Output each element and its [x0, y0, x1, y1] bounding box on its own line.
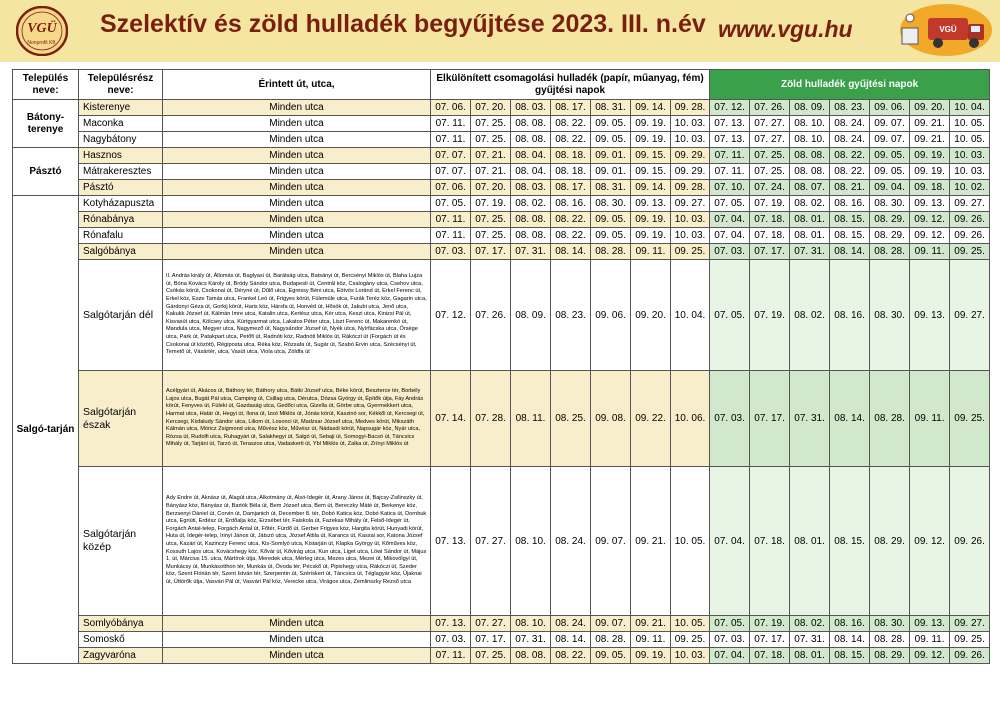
green-waste-date: 08. 30.: [870, 196, 910, 212]
street-list: Acélgyári út, Akácos út, Báthory tér, Báthory utca, Bátki József utca, Béke körút, Beszterce tér, Borbély Lajos utca, Bugát Pál utca, Camping út, Csillag utca, Dérutca, Dózsa György út, Építők útja, Fáy András körút, Fenyves út, Füleki út, Gazdaság utca, Gedőci utca, Gizella út, Görbe utca, Gyermekkert utca, Harmat utca, Határ út, Hegyi út, Ilona út, Izsó Miklós út, Jónás körút, Kaszinó sor, Kékkői út, Kercsegi út, Kercsegi, Kisfaludy Sándor utca, Liliom út, Losonci út, Madzsar József utca, Medves körút, Mikszáth Kálmán utca, Móricz Zsigmond utca, Művész köz, Művész út, Nádasdi körút, Napsugár köz, Nyár utca, Rózsa út, Rudolfi utca, Ruhagyári út, Salakhegyi út, Salgó út, Sebaji út, Somogyi-Bacsó út, Táncsics Mihály út, Tarjáni út, Tarzó út, Teraszos utca, Vadaskerti út, Ybl Miklós út, Zalka út, Zrínyi Miklós út: [163, 371, 431, 467]
green-waste-date: 09. 26.: [950, 212, 990, 228]
table-row: [13, 116, 990, 132]
green-waste-date: 07. 03.: [710, 371, 750, 467]
district-name: Kotyházapuszta: [79, 196, 163, 212]
packaging-date: 08. 18.: [551, 148, 591, 164]
green-waste-date: 07. 03.: [710, 632, 750, 648]
green-waste-date: 07. 18.: [750, 467, 790, 616]
table-row: [13, 148, 990, 164]
packaging-date: 07. 11.: [431, 132, 471, 148]
green-waste-date: 07. 27.: [750, 116, 790, 132]
green-waste-date: 09. 04.: [870, 180, 910, 196]
green-waste-date: 09. 21.: [910, 132, 950, 148]
table-row: [13, 244, 990, 260]
green-waste-date: 10. 04.: [950, 100, 990, 116]
green-waste-date: 09. 06.: [870, 100, 910, 116]
packaging-date: 07. 12.: [431, 260, 471, 371]
street-list: Ady Endre út, Aknász út, Alagút utca, Alkotmány út, Alsó-Idegér út, Arany János út, Bajcsy-Zsilinszky út, Bányász köz, Bányász út, Bartók Béla út, Bem József utca, Bem út, Bereczky Máté út, Berkenye köz, Berzsenyi Dániel út, Corvin út, Damjanich út, December 8. tér, Dobó Katica köz, Dobó Katica út, Dornbuk utca, Egriúti, Erdész út, Erdőalja köz, Erzsébet tér, Faiskola út, Fazekas Mihály út, Felső-Idegér út, Forgách Antal-telep, Forgách Antal út, Főtér, Fürdő út, Gerber Frigyes köz, Hargita körút, Hunyadi körút, Huta út, Idegér-telep, Irinyi János út, Játszó utca, József Attila út, Karancs út, Kassai sor, Katona József utca, Kazári út, Kazinczy Ferenc utca, Kis-Somlyó utca, Kistarján út, Klapka György út, Kőműves köz, Kossuth Lajos utca, Kovácshegy köz, Kővár út, Kővirág utca, Kun utca, Liget utca, Löwi Sándor út, Május 1. út, Március 15. utca, Mártírok útja, Meredek utca, Mérleg utca, Mezes utca, Mezei út, Mikovölgyi út, Munkácsy út, Munkásotthon tér, Munkás út, Óvoda tér, Pécskő út, Pipishegy utca, Rákóczi út, Szeder köz, Szent Flórián tér, Szent István tér, Szerpentin út, Szériskert út, Táncsics út, Téglagyár köz, Újaknai út, Úttörők útja, Vasvári Pál út, Vasvári Pál köz, Verecke utca, Virágos utca, Zemlinszky Rezső utca: [163, 467, 431, 616]
header-banner: [0, 0, 1000, 62]
green-waste-date: 09. 26.: [950, 228, 990, 244]
street-scope: Minden utca: [163, 616, 431, 632]
packaging-date: 07. 07.: [431, 164, 471, 180]
street-scope: Minden utca: [163, 648, 431, 664]
district-name: Rónabánya: [79, 212, 163, 228]
packaging-date: 07. 11.: [431, 228, 471, 244]
green-waste-date: 09. 26.: [950, 467, 990, 616]
packaging-date: 08. 04.: [511, 164, 551, 180]
green-waste-date: 09. 26.: [950, 648, 990, 664]
packaging-date: 08. 22.: [551, 648, 591, 664]
green-waste-date: 09. 13.: [910, 196, 950, 212]
green-waste-date: 09. 27.: [950, 196, 990, 212]
green-waste-date: 08. 15.: [830, 228, 870, 244]
packaging-date: 08. 23.: [551, 260, 591, 371]
green-waste-date: 08. 30.: [870, 616, 910, 632]
green-waste-date: 08. 16.: [830, 196, 870, 212]
green-waste-date: 09. 27.: [950, 260, 990, 371]
packaging-date: 08. 08.: [511, 212, 551, 228]
green-waste-date: 10. 05.: [950, 116, 990, 132]
packaging-date: 07. 25.: [471, 116, 511, 132]
packaging-date: 10. 03.: [671, 212, 710, 228]
green-waste-date: 07. 25.: [750, 164, 790, 180]
district-name: Hasznos: [79, 148, 163, 164]
packaging-date: 08. 22.: [551, 132, 591, 148]
green-waste-date: 07. 12.: [710, 100, 750, 116]
green-waste-date: 07. 17.: [750, 632, 790, 648]
packaging-date: 08. 22.: [551, 212, 591, 228]
green-waste-date: 08. 14.: [830, 371, 870, 467]
green-waste-date: 09. 19.: [910, 148, 950, 164]
district-name: Salgótarján dél: [79, 260, 163, 371]
packaging-date: 08. 08.: [511, 132, 551, 148]
green-waste-date: 08. 02.: [790, 616, 830, 632]
green-waste-date: 09. 12.: [910, 467, 950, 616]
packaging-date: 10. 03.: [671, 228, 710, 244]
packaging-date: 07. 14.: [431, 371, 471, 467]
district-name: Salgóbánya: [79, 244, 163, 260]
packaging-date: 07. 11.: [431, 116, 471, 132]
truck-label: VGÜ: [939, 25, 957, 34]
packaging-date: 08. 25.: [551, 371, 591, 467]
packaging-date: 09. 01.: [591, 164, 631, 180]
packaging-date: 09. 19.: [631, 116, 671, 132]
green-waste-date: 08. 02.: [790, 196, 830, 212]
header-green: Zöld hulladék gyűjtési napok: [710, 70, 990, 100]
green-waste-date: 08. 14.: [830, 632, 870, 648]
street-scope: Minden utca: [163, 212, 431, 228]
packaging-date: 09. 05.: [591, 648, 631, 664]
green-waste-date: 08. 29.: [870, 467, 910, 616]
street-scope: Minden utca: [163, 180, 431, 196]
district-name: Salgótarján közép: [79, 467, 163, 616]
packaging-date: 07. 03.: [431, 632, 471, 648]
packaging-date: 07. 06.: [431, 180, 471, 196]
green-waste-date: 08. 09.: [790, 100, 830, 116]
green-waste-date: 09. 07.: [870, 116, 910, 132]
vgu-logo: [16, 6, 68, 56]
district-name: Zagyvaróna: [79, 648, 163, 664]
town-name: Bátony-terenye: [13, 100, 79, 148]
street-scope: Minden utca: [163, 148, 431, 164]
green-waste-date: 07. 19.: [750, 196, 790, 212]
packaging-date: 09. 19.: [631, 228, 671, 244]
street-scope: Minden utca: [163, 228, 431, 244]
packaging-date: 09. 14.: [631, 100, 671, 116]
packaging-date: 08. 30.: [591, 196, 631, 212]
green-waste-date: 09. 20.: [910, 100, 950, 116]
green-waste-date: 08. 07.: [790, 180, 830, 196]
town-name: Salgó-tarján: [13, 196, 79, 664]
green-waste-date: 07. 24.: [750, 180, 790, 196]
green-waste-date: 09. 11.: [910, 371, 950, 467]
green-waste-date: 08. 01.: [790, 467, 830, 616]
packaging-date: 07. 25.: [471, 648, 511, 664]
packaging-date: 08. 18.: [551, 164, 591, 180]
packaging-date: 10. 06.: [671, 371, 710, 467]
green-waste-date: 07. 04.: [710, 212, 750, 228]
green-waste-date: 08. 01.: [790, 212, 830, 228]
packaging-date: 07. 11.: [431, 648, 471, 664]
packaging-date: 09. 28.: [671, 180, 710, 196]
packaging-date: 08. 17.: [551, 100, 591, 116]
green-waste-date: 08. 29.: [870, 228, 910, 244]
packaging-date: 07. 20.: [471, 100, 511, 116]
street-scope: Minden utca: [163, 244, 431, 260]
green-waste-date: 08. 08.: [790, 164, 830, 180]
packaging-date: 08. 31.: [591, 180, 631, 196]
packaging-date: 08. 08.: [511, 648, 551, 664]
green-waste-date: 09. 25.: [950, 244, 990, 260]
green-waste-date: 08. 15.: [830, 467, 870, 616]
green-waste-date: 08. 01.: [790, 228, 830, 244]
green-waste-date: 09. 11.: [910, 244, 950, 260]
green-waste-date: 08. 21.: [830, 180, 870, 196]
green-waste-date: 07. 31.: [790, 244, 830, 260]
garbage-truck-icon: [890, 4, 994, 60]
green-waste-date: 08. 23.: [830, 100, 870, 116]
packaging-date: 07. 26.: [471, 260, 511, 371]
packaging-date: 08. 14.: [551, 244, 591, 260]
green-waste-date: 07. 05.: [710, 196, 750, 212]
district-name: Nagybátony: [79, 132, 163, 148]
header-district: Településrész neve:: [79, 70, 163, 100]
packaging-date: 09. 14.: [631, 180, 671, 196]
packaging-date: 07. 25.: [471, 228, 511, 244]
green-waste-date: 07. 19.: [750, 616, 790, 632]
schedule-table: [12, 69, 990, 664]
packaging-date: 09. 27.: [671, 196, 710, 212]
green-waste-date: 07. 17.: [750, 244, 790, 260]
packaging-date: 07. 21.: [471, 164, 511, 180]
packaging-date: 09. 05.: [591, 116, 631, 132]
packaging-date: 09. 08.: [591, 371, 631, 467]
packaging-date: 07. 13.: [431, 467, 471, 616]
packaging-date: 09. 29.: [671, 164, 710, 180]
packaging-date: 07. 31.: [511, 244, 551, 260]
logo-text: VGÜ: [27, 21, 57, 36]
street-scope: Minden utca: [163, 632, 431, 648]
table-row: [13, 196, 990, 212]
packaging-date: 07. 03.: [431, 244, 471, 260]
green-waste-date: 07. 31.: [790, 632, 830, 648]
green-waste-date: 08. 28.: [870, 632, 910, 648]
header-town: Település neve:: [13, 70, 79, 100]
packaging-date: 07. 25.: [471, 212, 511, 228]
district-name: Somlyóbánya: [79, 616, 163, 632]
green-waste-date: 07. 31.: [790, 371, 830, 467]
packaging-date: 07. 13.: [431, 616, 471, 632]
green-waste-date: 07. 18.: [750, 648, 790, 664]
packaging-date: 08. 11.: [511, 371, 551, 467]
packaging-date: 08. 03.: [511, 180, 551, 196]
packaging-date: 08. 03.: [511, 100, 551, 116]
packaging-date: 08. 28.: [591, 244, 631, 260]
green-waste-date: 08. 10.: [790, 116, 830, 132]
packaging-date: 08. 31.: [591, 100, 631, 116]
packaging-date: 10. 03.: [671, 132, 710, 148]
green-waste-date: 08. 29.: [870, 648, 910, 664]
green-waste-date: 10. 03.: [950, 164, 990, 180]
packaging-date: 08. 22.: [551, 116, 591, 132]
packaging-date: 07. 07.: [431, 148, 471, 164]
packaging-date: 09. 01.: [591, 148, 631, 164]
packaging-date: 07. 11.: [431, 212, 471, 228]
district-name: Kisterenye: [79, 100, 163, 116]
green-waste-date: 08. 02.: [790, 260, 830, 371]
packaging-date: 07. 05.: [431, 196, 471, 212]
green-waste-date: 09. 07.: [870, 132, 910, 148]
green-waste-date: 07. 13.: [710, 116, 750, 132]
green-waste-date: 09. 05.: [870, 148, 910, 164]
green-waste-date: 08. 15.: [830, 212, 870, 228]
header-packaging: Elkülönített csomagolási hulladék (papír, műanyag, fém) gyűjtési napok: [431, 70, 710, 100]
green-waste-date: 09. 13.: [910, 616, 950, 632]
packaging-date: 08. 16.: [551, 196, 591, 212]
green-waste-date: 08. 08.: [790, 148, 830, 164]
green-waste-date: 08. 22.: [830, 148, 870, 164]
green-waste-date: 07. 05.: [710, 616, 750, 632]
packaging-date: 07. 27.: [471, 467, 511, 616]
packaging-date: 10. 03.: [671, 116, 710, 132]
green-waste-date: 07. 18.: [750, 228, 790, 244]
packaging-date: 09. 07.: [591, 616, 631, 632]
packaging-date: 08. 14.: [551, 632, 591, 648]
table-row: [13, 164, 990, 180]
green-waste-date: 07. 11.: [710, 164, 750, 180]
packaging-date: 09. 05.: [591, 132, 631, 148]
table-row: [13, 132, 990, 148]
packaging-date: 07. 20.: [471, 180, 511, 196]
green-waste-date: 07. 18.: [750, 212, 790, 228]
district-name: Pásztó: [79, 180, 163, 196]
green-waste-date: 09. 11.: [910, 632, 950, 648]
packaging-date: 10. 04.: [671, 260, 710, 371]
table-row: [13, 371, 990, 467]
packaging-date: 09. 28.: [671, 100, 710, 116]
green-waste-date: 08. 28.: [870, 244, 910, 260]
street-scope: Minden utca: [163, 196, 431, 212]
green-waste-date: 07. 10.: [710, 180, 750, 196]
packaging-date: 09. 11.: [631, 244, 671, 260]
street-scope: Minden utca: [163, 116, 431, 132]
green-waste-date: 08. 10.: [790, 132, 830, 148]
green-waste-date: 07. 27.: [750, 132, 790, 148]
packaging-date: 09. 20.: [631, 260, 671, 371]
green-waste-date: 09. 05.: [870, 164, 910, 180]
green-waste-date: 08. 30.: [870, 260, 910, 371]
packaging-date: 09. 07.: [591, 467, 631, 616]
packaging-date: 10. 05.: [671, 467, 710, 616]
green-waste-date: 07. 13.: [710, 132, 750, 148]
packaging-date: 09. 29.: [671, 148, 710, 164]
town-name: Pásztó: [13, 148, 79, 196]
packaging-date: 07. 19.: [471, 196, 511, 212]
packaging-date: 10. 05.: [671, 616, 710, 632]
packaging-date: 08. 28.: [591, 632, 631, 648]
packaging-date: 09. 06.: [591, 260, 631, 371]
green-waste-date: 09. 12.: [910, 228, 950, 244]
green-waste-date: 09. 19.: [910, 164, 950, 180]
packaging-date: 07. 27.: [471, 616, 511, 632]
green-waste-date: 08. 16.: [830, 616, 870, 632]
green-waste-date: 10. 05.: [950, 132, 990, 148]
green-waste-date: 07. 26.: [750, 100, 790, 116]
table-row: [13, 616, 990, 632]
packaging-date: 09. 22.: [631, 371, 671, 467]
packaging-date: 08. 04.: [511, 148, 551, 164]
packaging-date: 09. 21.: [631, 616, 671, 632]
table-row: [13, 212, 990, 228]
packaging-date: 08. 22.: [551, 228, 591, 244]
packaging-date: 08. 09.: [511, 260, 551, 371]
green-waste-date: 07. 04.: [710, 648, 750, 664]
packaging-date: 09. 19.: [631, 648, 671, 664]
green-waste-date: 09. 21.: [910, 116, 950, 132]
table-row: [13, 180, 990, 196]
packaging-date: 09. 05.: [591, 228, 631, 244]
table-row: [13, 648, 990, 664]
green-waste-date: 08. 14.: [830, 244, 870, 260]
packaging-date: 09. 21.: [631, 467, 671, 616]
packaging-date: 09. 15.: [631, 164, 671, 180]
green-waste-date: 07. 17.: [750, 371, 790, 467]
green-waste-date: 08. 22.: [830, 164, 870, 180]
packaging-date: 07. 25.: [471, 132, 511, 148]
green-waste-date: 07. 05.: [710, 260, 750, 371]
table-row: [13, 228, 990, 244]
packaging-date: 07. 31.: [511, 632, 551, 648]
packaging-date: 09. 19.: [631, 132, 671, 148]
green-waste-date: 07. 04.: [710, 467, 750, 616]
district-name: Mátrakeresztes: [79, 164, 163, 180]
green-waste-date: 07. 04.: [710, 228, 750, 244]
packaging-date: 09. 25.: [671, 632, 710, 648]
packaging-date: 07. 28.: [471, 371, 511, 467]
packaging-date: 08. 08.: [511, 116, 551, 132]
packaging-date: 09. 15.: [631, 148, 671, 164]
green-waste-date: 08. 28.: [870, 371, 910, 467]
packaging-date: 09. 13.: [631, 196, 671, 212]
district-name: Salgótarján észak: [79, 371, 163, 467]
green-waste-date: 09. 25.: [950, 632, 990, 648]
green-waste-date: 07. 11.: [710, 148, 750, 164]
website-link[interactable]: www.vgu.hu: [718, 16, 853, 42]
packaging-date: 09. 05.: [591, 212, 631, 228]
packaging-date: 09. 11.: [631, 632, 671, 648]
table-row: [13, 100, 990, 116]
green-waste-date: 09. 27.: [950, 616, 990, 632]
district-name: Somoskő: [79, 632, 163, 648]
green-waste-date: 07. 25.: [750, 148, 790, 164]
packaging-date: 08. 10.: [511, 616, 551, 632]
green-waste-date: 10. 02.: [950, 180, 990, 196]
packaging-date: 08. 08.: [511, 228, 551, 244]
green-waste-date: 09. 25.: [950, 371, 990, 467]
table-row: [13, 260, 990, 371]
green-waste-date: 08. 15.: [830, 648, 870, 664]
green-waste-date: 09. 13.: [910, 260, 950, 371]
packaging-date: 09. 25.: [671, 244, 710, 260]
green-waste-date: 08. 16.: [830, 260, 870, 371]
logo-subtext: Nonprofit Kft.: [27, 40, 57, 46]
packaging-date: 10. 03.: [671, 648, 710, 664]
street-scope: Minden utca: [163, 100, 431, 116]
page-title: Szelektív és zöld hulladék begyűjtése 2023. III. n.év: [100, 10, 706, 38]
packaging-date: 08. 10.: [511, 467, 551, 616]
street-scope: Minden utca: [163, 164, 431, 180]
green-waste-date: 09. 12.: [910, 648, 950, 664]
green-waste-date: 07. 19.: [750, 260, 790, 371]
green-waste-date: 07. 03.: [710, 244, 750, 260]
district-name: Rónafalu: [79, 228, 163, 244]
green-waste-date: 09. 12.: [910, 212, 950, 228]
green-waste-date: 08. 01.: [790, 648, 830, 664]
header-streets: Érintett út, utca,: [163, 70, 431, 100]
packaging-date: 08. 02.: [511, 196, 551, 212]
packaging-date: 09. 19.: [631, 212, 671, 228]
packaging-date: 07. 17.: [471, 244, 511, 260]
green-waste-date: 10. 03.: [950, 148, 990, 164]
packaging-date: 07. 21.: [471, 148, 511, 164]
packaging-date: 08. 17.: [551, 180, 591, 196]
packaging-date: 07. 17.: [471, 632, 511, 648]
green-waste-date: 09. 18.: [910, 180, 950, 196]
packaging-date: 08. 24.: [551, 467, 591, 616]
district-name: Maconka: [79, 116, 163, 132]
packaging-date: 08. 24.: [551, 616, 591, 632]
green-waste-date: 08. 24.: [830, 116, 870, 132]
table-row: [13, 632, 990, 648]
green-waste-date: 08. 29.: [870, 212, 910, 228]
green-waste-date: 08. 24.: [830, 132, 870, 148]
packaging-date: 07. 06.: [431, 100, 471, 116]
street-list: II. András király út, Állomás út, Baglyasi út, Barátság utca, Batsányi út, Bercsényi Miklós út, Blaha Lujza út, Bóna Kovács Károly út, Bródy Sándor utca, Budapesti út, Centrál köz, Csalogány utca, Csehov utca, Csókás körút, Csokonai út, Déryné út, Dűlő utca, Egressy Béni utca, Eötvös Loránd út, Erkel Ferenc út, Erkel köz, Esze Tamás utca, Frankel Leó út, Frigyes körút, Fülemüle utca, Furák Teréz köz, Gagarin utca, Gárdonyi Géza út, Gorkij körút, Haris köz, Hársfa út, Honvéd út, Hősök út, Jakubi utca, Jenő utca, Kakukk József út, Kálmán Imre utca, Katalin utca, Kertész utca, Kér utca, Keszi utca, Kinizsi Pál út, Kisvasút utca, Kölcsey utca, Kürtgyarmat utca, Lakatos Péter utca, Liszt Ferenc út, Makarenkó út, Mandula utca, Megyer utca, Nagymező út, Nagysándor József út, Nyék utca, Nyírfácska utca, Őrsége utca, Park út, Patakpart utca, Petőfi út, Radnóti köz, Radnóti Miklós út, Rákóczi út (Forgách út és Csokonai út között), Régiposta utca, Réka köz, Rózsafa út, Sugár út, Szabó Ervin utca, Szécsényi út, Temető út, Vásártér, utca, Vasút utca, Viola utca, Zöldfa út: [163, 260, 431, 371]
street-scope: Minden utca: [163, 132, 431, 148]
table-row: [13, 467, 990, 616]
